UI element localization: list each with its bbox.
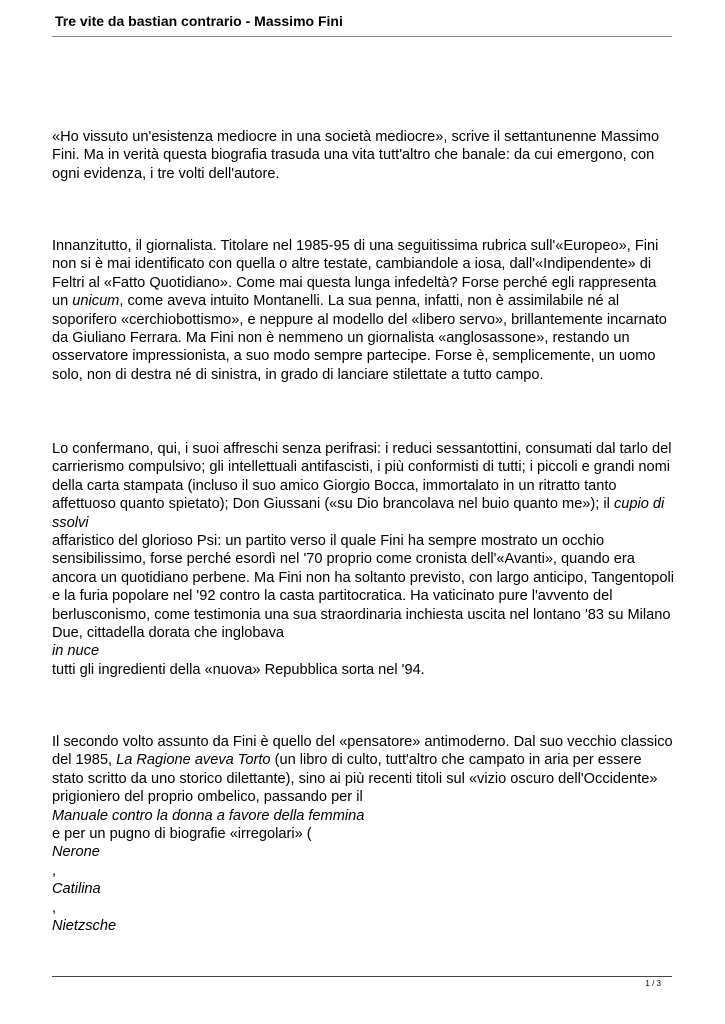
comma-1: , — [52, 862, 57, 879]
paragraph-3-text-a: Lo confermano, qui, i suoi affreschi senza perifrasi: i reduci sessantottini, consumati dal tarlo del carrierismo compulsivo; gli intellettuali antifascisti, i più conformisti di tutti; i piccoli e grandi nomi della carta stampata (incluso il suo amico Giorgio Bocca, immortalato in un ritratto tanto affettuoso quanto spietato); Don Giussani («su Dio brancolava nel buio quanto me»); il — [52, 441, 672, 513]
paragraph-journalist — [52, 237, 674, 384]
footer-divider — [52, 976, 672, 977]
paragraph-4-text-c: e per un pugno di biografie «irregolari» ( — [52, 826, 312, 843]
book-title-nerone-line — [52, 843, 674, 861]
paragraph-thinker — [52, 733, 674, 935]
paragraph-3-c: tutti gli ingredienti della «nuova» Repubblica sorta nel '94. — [52, 661, 425, 678]
paragraph-2 — [52, 237, 674, 384]
header-divider — [52, 36, 672, 37]
book-title-nerone: Nerone — [52, 844, 100, 861]
in-nuce-text: in nuce — [52, 643, 100, 660]
paragraph-3-emphasis-1: cupio di ssolvi — [52, 496, 665, 531]
document-title: Tre vite da bastian contrario - Massimo Fini — [55, 13, 343, 29]
paragraph-2-text-b: , come aveva intuito Montanelli. La sua penna, infatti, non è assimilabile né al soporifero «cerchiobottismo», e neppure al modello del «libero servo», brillantemente incarnato da Giuliano Ferrara. Ma Fini non è nemmeno un giornalista «anglosassone», restando un osservatore impressionista, a suo modo sempre partecipe. Forse è, semplicemente, un uomo solo, non di destra né di sinistra, in grado di lanciare stilettate a tutto campo. — [52, 293, 667, 383]
paragraph-affreschi — [52, 440, 674, 679]
paragraph-3-emphasis-2 — [52, 642, 674, 660]
paragraph-intro — [52, 128, 674, 183]
paragraph-1-text: «Ho vissuto un'esistenza mediocre in una società mediocre», scrive il settantunenne Massimo Fini. Ma in verità questa biografia trasuda una vita tutt'altro che banale: da cui emergono, con ogni evidenza, i tre volti dell'autore. — [52, 129, 660, 182]
comma-2: , — [52, 899, 57, 916]
book-title-nietzsche-line — [52, 917, 674, 935]
paragraph-4 — [52, 733, 674, 807]
book-title-catilina-line — [52, 880, 674, 898]
book-title-nietzsche: Nietzsche — [52, 918, 117, 935]
book-title-manuale: Manuale contro la donna a favore della femmina — [52, 807, 365, 824]
paragraph-3-b: affaristico del glorioso Psi: un partito verso il quale Fini ha sempre mostrato un occhio sensibilissimo, forse perché esordì nel '70 proprio come cronista dell'«Avanti», quando era ancora un quotidiano perbene. Ma Fini non ha soltanto previsto, con largo anticipo, Tangentopoli e la furia popolare nel '92 contro la casta partitocratica. Ha vaticinato pure l'avvento del berlusconismo, come testimonia una sua straordinaria inchiesta uscita nel lontano '83 su Milano Due, cittadella dorata che inglobava — [52, 533, 675, 642]
page-number: 1 / 3 — [645, 979, 661, 988]
book-title-catilina: Catilina — [52, 881, 101, 898]
paragraph-2-emphasis: unicum — [72, 293, 120, 310]
paragraph-2-text-a: Innanzitutto, il giornalista. Titolare nel 1985-95 di una seguitissima rubrica sull'«Europeo», Fini non si è mai identificato con quella o altre testate, cambiandole a iosa, dall'«Indipendente» di Feltri al «Fatto Quotidiano». Come mai questa lunga infedeltà? Forse perché egli rappresenta un — [52, 238, 659, 310]
book-title-ragione: La Ragione aveva Torto — [116, 752, 271, 769]
paragraph-4-text-b: (un libro di culto, tutt'altro che campato in aria per essere stato scritto da uno storico dilettante), sino ai più recenti titoli sul «vizio oscuro dell'Occidente» prigioniero del proprio ombelico, passando per il — [52, 752, 658, 806]
paragraph-3 — [52, 440, 674, 532]
book-title-manuale-line — [52, 807, 674, 825]
paragraph-4-text-a: Il secondo volto assunto da Fini è quello del «pensatore» antimoderno. Dal suo vecchio classico del 1985, — [52, 734, 673, 769]
